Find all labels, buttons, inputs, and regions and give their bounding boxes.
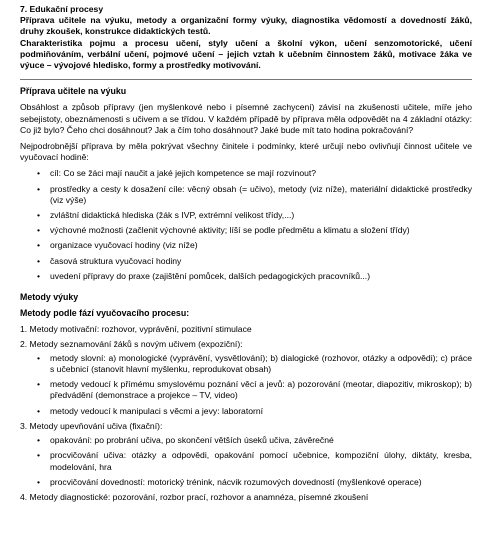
list-item: • cíl: Co se žáci mají naučit a jaké jejich kompetence se mají rozvinout? [50, 168, 472, 179]
topic-title: 7. Edukační procesy [20, 4, 104, 14]
topic-line-2: Příprava učitele na výuku, metody a organizační formy výuky, diagnostika vědomostí a dovedností žáků, druhy zkoušek, konstrukce didaktických testů. [20, 15, 472, 37]
metody-item-3-list [20, 435, 472, 488]
topic-line-3: Charakteristika pojmu a procesu učení, styly učení a školní výkon, učení senzomotorické, učení podmiňováním, verbální učení, pojmové učení – jejich vztah k učebním činnostem žáků, motivace žáka ve výuce – vývojové hledisko, formy a prostředky motivování. [20, 37, 472, 71]
metody-item-1: 1. Metody motivační: rozhovor, vyprávění, pozitivní stimulace [20, 324, 252, 335]
list-item: • časová struktura vyučovací hodiny [50, 256, 472, 267]
section-metody [20, 292, 472, 503]
list-item: • procvičování učiva: otázky a odpovědi, opakování pomocí učebnice, kompoziční úlohy, diktáty, kresba, modelování, hra [50, 450, 472, 472]
list-item: • zvláštní didaktická hlediska (žák s IVP, extrémní velikost třídy,...) [50, 210, 472, 221]
list-item: • procvičování dovedností: motorický trénink, nácvik rozumových dovedností (myšlenkové operace) [50, 477, 472, 488]
list-item: • prostředky a cesty k dosažení cíle: věcný obsah (= učivo), metody (viz níže), materiální didaktické prostředky (viz výše) [50, 184, 472, 206]
list-item: • metody vedoucí k přímému smyslovému poznání věcí a jevů: a) pozorování (meotar, diapozitiv, mikroskop); b) předvádění (demonstrace a projekce – TV, video) [50, 379, 472, 401]
metody-item-4: 4. Metody diagnostické: pozorování, rozbor prací, rozhovor a anamnéza, písemné zkoušení [20, 491, 369, 502]
priprava-paragraph-2: Nejpodrobnější příprava by měla pokrývat všechny činitele i podmínky, které určují nebo ovlivňují činnost učitele ve vyučovací hodině: [20, 141, 472, 163]
metody-subheading: Metody podle fází vyučovacího procesu: [20, 308, 190, 319]
topic-header [20, 4, 472, 77]
list-item: • výchovné možnosti (začlenit výchovné aktivity; líší se podle předmětu a klimatu a složení třídy) [50, 225, 472, 236]
list-item: • metody slovní: a) monologické (vyprávění, vysvětlování); b) dialogické (rozhovor, otázky a odpovědi); c) práce s učebnicí (stanovit hlavní myšlenku, reprodukovat obsah) [50, 353, 472, 375]
metody-item-3: 3. Metody upevňování učiva (fixační): [20, 420, 163, 431]
priprava-paragraph-1: Obsáhlost a způsob přípravy (jen myšlenkové nebo i písemné zachycení) závisí na zkušenosti učitele, míře jeho sebejistoty, obeznámenosti s učivem a se třídou. V každém případě by příprava měla odpovědět na 4 základní otázky: Co již bylo? Čeho chci dosáhnout? Jak a čím toho dosáhnout? Jaké bude mít tato hodina pokračování? [20, 102, 472, 135]
list-item: • organizace vyučovací hodiny (viz níže) [50, 240, 472, 251]
metody-item-2: 2. Metody seznamování žáků s novým učivem (expoziční): [20, 338, 243, 349]
section-heading-priprava: Příprava učitele na výuku [20, 86, 127, 97]
list-item: • uvedení přípravy do praxe (zajištění pomůcek, dalších pedagogických pracovníků...) [50, 271, 472, 282]
priprava-list [20, 168, 472, 282]
section-divider [20, 79, 472, 80]
section-priprava [20, 86, 472, 282]
metody-item-2-list [20, 353, 472, 417]
section-heading-metody: Metody výuky [20, 292, 79, 303]
list-item: • metody vedoucí k manipulaci s věcmi a jevy: laboratorní [50, 406, 472, 417]
list-item: • opakování: po probrání učiva, po skončení větších úseků učiva, závěrečné [50, 435, 472, 446]
